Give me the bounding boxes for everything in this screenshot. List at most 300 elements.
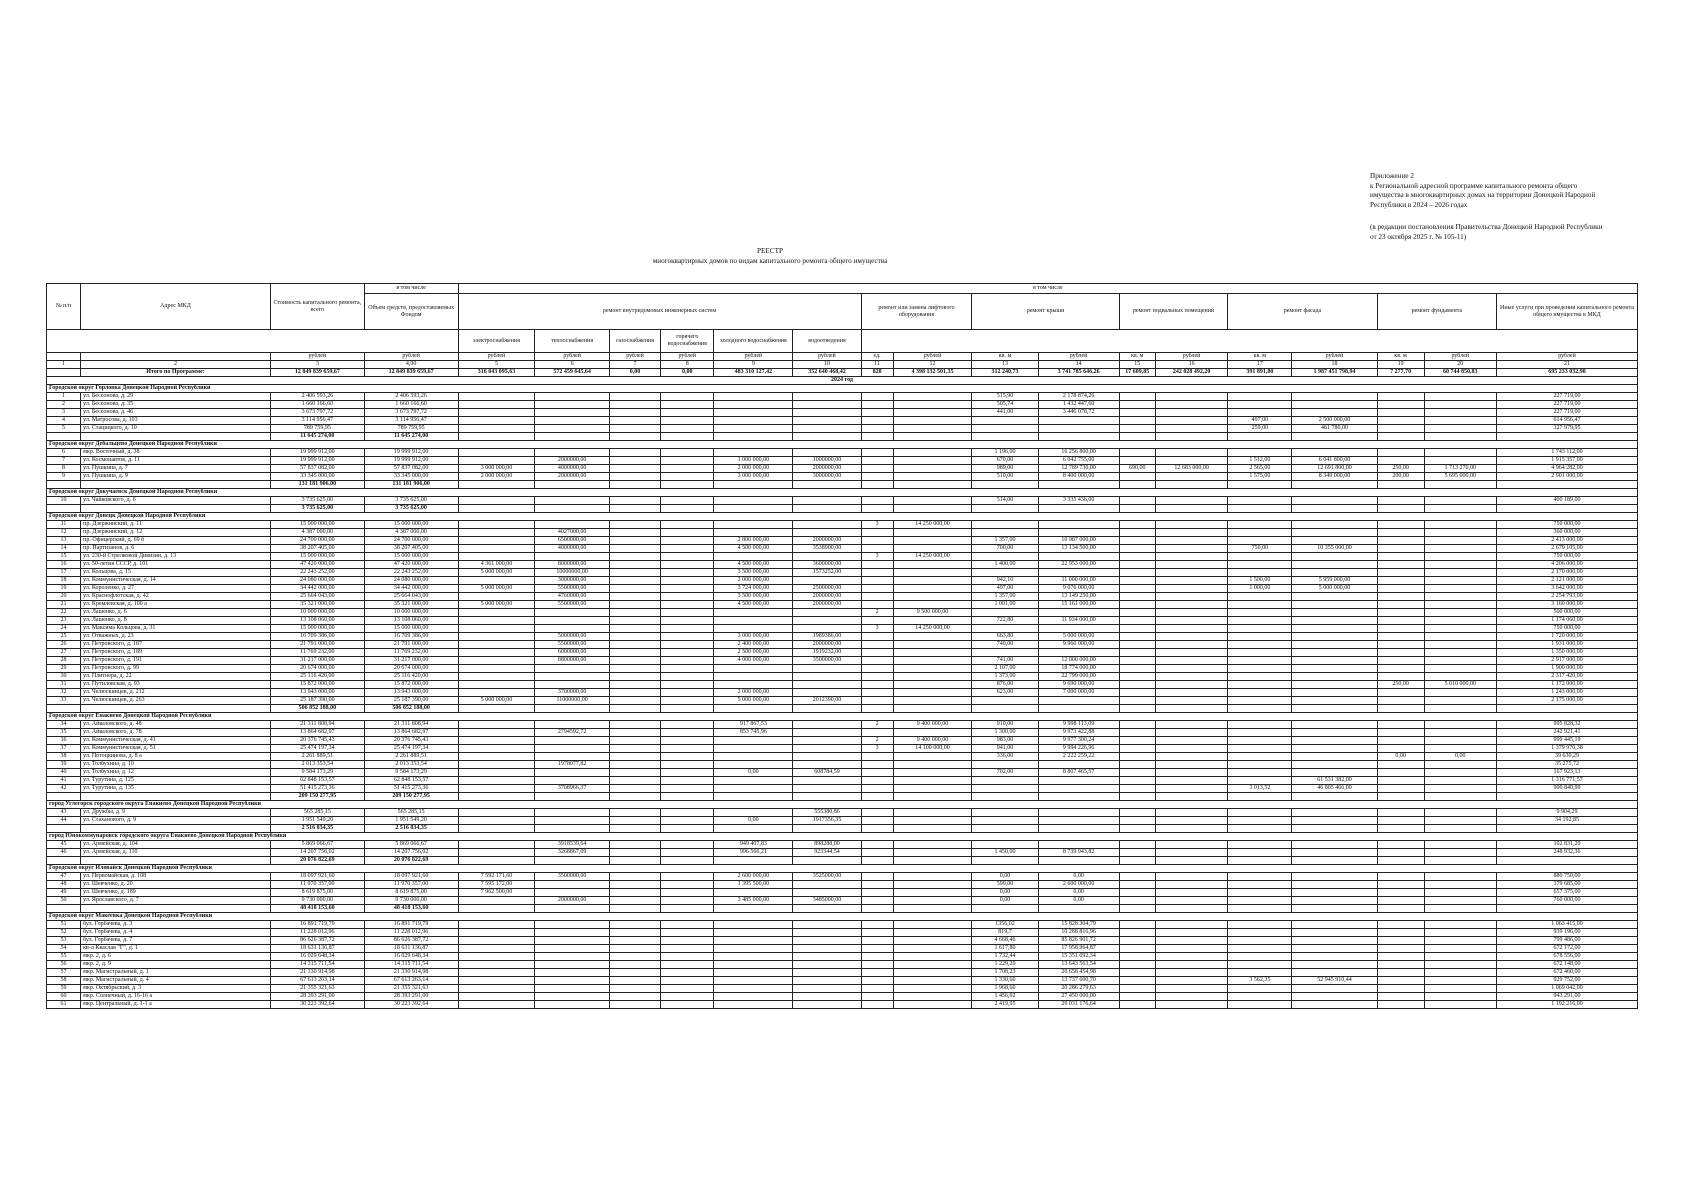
table-cell: 3918539,64 <box>535 841 610 849</box>
table-cell <box>661 425 714 433</box>
table-cell <box>609 929 660 937</box>
table-cell <box>714 609 793 617</box>
table-cell: 29 031 176,64 <box>1038 1001 1119 1009</box>
subtotal-cell: 20 076 822,69 <box>364 857 458 865</box>
subtotal-cell <box>1119 481 1155 489</box>
table-cell <box>1119 993 1155 1001</box>
subtotal-cell <box>1377 905 1424 913</box>
address-cell: ул. Петровского, д. 187 <box>81 641 271 649</box>
table-cell: 722,80 <box>972 617 1038 625</box>
table-cell <box>661 697 714 705</box>
table-cell <box>1292 745 1377 753</box>
table-cell: 16 891 719,79 <box>270 921 364 929</box>
table-cell: 1000000,00 <box>793 457 861 465</box>
table-cell <box>661 753 714 761</box>
table-cell: 1 174 060,00 <box>1497 617 1638 625</box>
table-cell <box>1377 777 1424 785</box>
subtotal-cell <box>1292 481 1377 489</box>
table-cell <box>661 889 714 897</box>
table-cell <box>1424 609 1497 617</box>
subtotal-cell: 11 645 274,00 <box>364 433 458 441</box>
table-cell <box>861 425 893 433</box>
table-cell: 18 <box>47 577 81 585</box>
subtotal-cell <box>1038 825 1119 833</box>
table-cell <box>861 633 893 641</box>
table-cell: 461 780,00 <box>1292 425 1377 433</box>
table-row <box>47 545 1638 553</box>
table-row <box>47 761 1638 769</box>
table-cell: 6 042 755,00 <box>1038 457 1119 465</box>
subtotal-cell <box>972 793 1038 801</box>
subtotal-cell <box>972 905 1038 913</box>
table-cell <box>893 585 972 593</box>
table-cell: 6000000,00 <box>535 649 610 657</box>
table-cell: 9 973 422,88 <box>1038 729 1119 737</box>
table-cell <box>661 393 714 401</box>
table-cell <box>1292 993 1377 1001</box>
subtotal-cell <box>661 793 714 801</box>
table-cell <box>1155 473 1228 481</box>
table-cell <box>972 529 1038 537</box>
table-cell <box>1228 937 1292 945</box>
table-cell: 2 <box>861 737 893 745</box>
table-cell <box>861 873 893 881</box>
table-cell <box>1228 929 1292 937</box>
table-cell <box>1292 969 1377 977</box>
table-cell: 15 161 000,00 <box>1038 601 1119 609</box>
table-row <box>47 937 1638 945</box>
table-cell <box>861 401 893 409</box>
table-cell: 13 134 500,00 <box>1038 545 1119 553</box>
table-cell <box>1119 665 1155 673</box>
table-cell: 1 000,00 <box>1228 585 1292 593</box>
table-cell <box>714 753 793 761</box>
subtotal-cell <box>1377 857 1424 865</box>
table-cell: 2 000 000,00 <box>714 577 793 585</box>
header-num: № п/п <box>47 284 81 330</box>
table-cell <box>861 953 893 961</box>
table-cell <box>1228 769 1292 777</box>
table-row <box>47 617 1638 625</box>
table-cell <box>861 569 893 577</box>
table-row <box>47 625 1638 633</box>
table-cell <box>1424 937 1497 945</box>
table-cell <box>893 937 972 945</box>
table-cell <box>535 721 610 729</box>
table-cell <box>793 721 861 729</box>
table-cell <box>661 841 714 849</box>
table-cell: 15 872 000,00 <box>270 681 364 689</box>
table-cell <box>458 409 535 417</box>
table-cell <box>1228 601 1292 609</box>
subtotal-cell <box>1292 793 1377 801</box>
subtotal-cell <box>861 433 893 441</box>
table-cell: 400 189,00 <box>1497 497 1638 505</box>
subtotal-cell <box>535 857 610 865</box>
column-number: 14 <box>1038 361 1119 369</box>
table-cell: 28 393 291,00 <box>364 993 458 1001</box>
table-cell: 21 <box>47 601 81 609</box>
table-cell: 67 613 263,14 <box>364 977 458 985</box>
table-cell <box>661 553 714 561</box>
address-cell: пр. Дзержинский, д. 11 <box>81 521 271 529</box>
table-cell <box>609 721 660 729</box>
subtotal-cell <box>1377 433 1424 441</box>
table-cell: 3 735 625,00 <box>364 497 458 505</box>
subtotal-cell <box>1497 793 1638 801</box>
table-cell <box>535 817 610 825</box>
table-cell: 20 376 745,43 <box>364 737 458 745</box>
table-cell: 12 789 730,00 <box>1038 465 1119 473</box>
table-cell <box>458 1001 535 1009</box>
table-cell <box>661 681 714 689</box>
table-cell: 2 254 793,00 <box>1497 593 1638 601</box>
table-cell <box>458 953 535 961</box>
table-cell <box>861 761 893 769</box>
table-cell <box>793 609 861 617</box>
header-cost: Стоимость капитального ремонта, всего <box>270 284 364 330</box>
table-cell: 5 000 000,00 <box>714 697 793 705</box>
subtotal-cell <box>81 793 271 801</box>
table-cell <box>893 873 972 881</box>
subtotal-cell <box>793 825 861 833</box>
table-cell: 2 121 000,00 <box>1497 577 1638 585</box>
table-cell: 5 000 000,00 <box>458 585 535 593</box>
table-cell <box>861 641 893 649</box>
group-row <box>47 385 1638 393</box>
table-cell <box>661 921 714 929</box>
table-cell <box>535 753 610 761</box>
table-cell: 1 300,00 <box>972 729 1038 737</box>
table-cell: 1 357,00 <box>972 537 1038 545</box>
subtotal-cell <box>535 505 610 513</box>
table-cell <box>861 841 893 849</box>
table-cell <box>1377 561 1424 569</box>
table-cell: 1 373,00 <box>972 673 1038 681</box>
table-cell <box>661 465 714 473</box>
table-cell <box>1377 809 1424 817</box>
table-cell: 1 063 415,00 <box>1497 921 1638 929</box>
table-cell <box>458 769 535 777</box>
table-cell: 29 <box>47 665 81 673</box>
table-cell <box>893 929 972 937</box>
table-cell <box>1228 529 1292 537</box>
table-cell <box>793 937 861 945</box>
table-cell <box>1228 849 1292 857</box>
table-cell: 21 330 914,98 <box>364 969 458 977</box>
table-cell: 2 406 593,26 <box>270 393 364 401</box>
table-cell <box>1292 593 1377 601</box>
table-cell <box>458 617 535 625</box>
table-cell <box>1377 553 1424 561</box>
table-cell <box>861 969 893 977</box>
table-cell <box>661 409 714 417</box>
table-cell <box>535 769 610 777</box>
table-cell <box>1292 841 1377 849</box>
subtotal-cell <box>861 705 893 713</box>
table-cell <box>609 545 660 553</box>
table-cell <box>1292 881 1377 889</box>
address-cell: ул. Первомайская, д. 108 <box>81 873 271 881</box>
total-cell <box>47 369 81 377</box>
table-cell: 1 713 270,00 <box>1424 465 1497 473</box>
subtotal-cell <box>1155 481 1228 489</box>
table-cell: 21 311 808,94 <box>364 721 458 729</box>
table-cell <box>861 561 893 569</box>
table-cell: 672 172,00 <box>1497 945 1638 953</box>
table-cell <box>1377 993 1424 1001</box>
table-cell <box>1119 593 1155 601</box>
table-cell: 2000000,00 <box>535 457 610 465</box>
table-cell: 5000000,00 <box>535 633 610 641</box>
table-cell <box>1155 521 1228 529</box>
address-cell: пр. Партизанов, д. 6 <box>81 545 271 553</box>
table-cell <box>609 537 660 545</box>
table-cell <box>661 457 714 465</box>
table-cell <box>1292 849 1377 857</box>
table-cell <box>1119 537 1155 545</box>
table-cell: 2 500 000,00 <box>714 649 793 657</box>
total-cell: 4 398 132 501,35 <box>893 369 972 377</box>
table-cell: 10 987 000,00 <box>1038 537 1119 545</box>
table-cell: 53 <box>47 937 81 945</box>
subtotal-cell <box>793 481 861 489</box>
table-cell: 623,00 <box>972 689 1038 697</box>
table-cell: 1 316 771,57 <box>1497 777 1638 785</box>
table-cell: 10 288 816,96 <box>1038 929 1119 937</box>
subtotal-cell <box>661 825 714 833</box>
table-cell <box>861 673 893 681</box>
table-cell <box>1119 809 1155 817</box>
table-cell <box>1292 945 1377 953</box>
table-row <box>47 673 1638 681</box>
table-cell: 943 291,00 <box>1497 993 1638 1001</box>
subtotal-cell <box>458 793 535 801</box>
subtotal-cell: 131 181 906,00 <box>364 481 458 489</box>
table-cell <box>1155 561 1228 569</box>
table-cell <box>661 785 714 793</box>
table-row <box>47 993 1638 1001</box>
table-cell <box>1119 697 1155 705</box>
table-cell <box>972 777 1038 785</box>
address-cell: ул. Матросова, д. 103 <box>81 417 271 425</box>
header-gas: газоснабжения <box>609 330 660 353</box>
table-cell: 983,00 <box>972 737 1038 745</box>
table-cell <box>1377 977 1424 985</box>
table-cell: 0,00 <box>1038 889 1119 897</box>
table-cell <box>535 673 610 681</box>
table-cell <box>1119 1001 1155 1009</box>
table-cell: 876,00 <box>972 681 1038 689</box>
table-cell <box>893 473 972 481</box>
table-cell: 7 595 172,00 <box>458 881 535 889</box>
unit-cell: ед. <box>861 353 893 361</box>
table-cell <box>609 617 660 625</box>
table-cell <box>861 657 893 665</box>
table-cell <box>1155 945 1228 953</box>
table-cell: 43 <box>47 809 81 817</box>
address-cell: ул. Кремлевская, д. 100 а <box>81 601 271 609</box>
table-cell: 14 <box>47 545 81 553</box>
table-cell <box>458 657 535 665</box>
subtotal-cell <box>972 705 1038 713</box>
table-row <box>47 609 1638 617</box>
table-cell <box>1377 417 1424 425</box>
table-cell: 26 <box>47 641 81 649</box>
table-cell <box>661 625 714 633</box>
table-cell <box>1292 929 1377 937</box>
table-cell <box>714 673 793 681</box>
table-cell <box>893 777 972 785</box>
table-cell: 25 <box>47 633 81 641</box>
table-cell <box>1377 537 1424 545</box>
table-cell: 1 001,00 <box>972 601 1038 609</box>
table-cell <box>972 569 1038 577</box>
table-cell <box>893 617 972 625</box>
subtotal-cell <box>609 505 660 513</box>
table-cell <box>1292 625 1377 633</box>
table-cell <box>793 577 861 585</box>
table-cell <box>972 841 1038 849</box>
column-number: 12 <box>893 361 972 369</box>
table-cell <box>1119 929 1155 937</box>
table-cell <box>1228 721 1292 729</box>
header-hot: горячего водоснабжения <box>661 330 714 353</box>
column-number: 4,00 <box>364 361 458 369</box>
column-number: 8 <box>661 361 714 369</box>
column-number: 3 <box>270 361 364 369</box>
table-cell: 2 679 105,00 <box>1497 545 1638 553</box>
subtotal-cell <box>861 505 893 513</box>
table-row <box>47 841 1638 849</box>
table-cell: 20 <box>47 593 81 601</box>
table-cell <box>661 777 714 785</box>
subtotal-cell <box>661 433 714 441</box>
table-cell <box>535 497 610 505</box>
table-cell <box>1377 953 1424 961</box>
table-cell <box>1377 889 1424 897</box>
table-cell <box>1119 617 1155 625</box>
table-cell <box>793 521 861 529</box>
subtotal-cell <box>609 793 660 801</box>
subtotal-cell <box>1155 825 1228 833</box>
table-cell: 2 317 420,00 <box>1497 673 1638 681</box>
table-cell <box>793 529 861 537</box>
table-cell: 5 010 000,00 <box>1424 681 1497 689</box>
table-cell <box>1228 985 1292 993</box>
table-cell: 900 840,99 <box>1497 785 1638 793</box>
table-cell: 0,00 <box>972 873 1038 881</box>
table-cell <box>1292 633 1377 641</box>
table-cell <box>609 985 660 993</box>
table-cell <box>1228 553 1292 561</box>
table-cell <box>714 761 793 769</box>
table-cell <box>893 633 972 641</box>
table-cell <box>609 449 660 457</box>
year-label: 2024 год <box>47 377 1638 385</box>
table-cell <box>609 601 660 609</box>
table-cell <box>714 665 793 673</box>
table-cell: 2 175 000,00 <box>1497 697 1638 705</box>
table-cell <box>609 961 660 969</box>
table-cell <box>535 881 610 889</box>
table-row <box>47 969 1638 977</box>
subtotal-cell <box>893 905 972 913</box>
table-cell <box>458 841 535 849</box>
table-cell <box>1377 897 1424 905</box>
table-cell: 19 999 912,00 <box>364 449 458 457</box>
unit-cell: рублей <box>458 353 535 361</box>
table-cell <box>458 961 535 969</box>
table-cell <box>861 937 893 945</box>
subtotal-cell <box>1292 857 1377 865</box>
table-cell: 2 419,95 <box>972 1001 1038 1009</box>
table-row <box>47 465 1638 473</box>
table-cell: 1 243 000,00 <box>1497 689 1638 697</box>
table-cell <box>535 993 610 1001</box>
table-row <box>47 593 1638 601</box>
table-cell: 2 261 889,51 <box>364 753 458 761</box>
table-cell: 6 <box>47 449 81 457</box>
table-cell: 35 321 000,00 <box>270 601 364 609</box>
table-cell <box>1119 553 1155 561</box>
subtotal-cell <box>1228 857 1292 865</box>
table-cell: 32 <box>47 689 81 697</box>
table-cell <box>1119 601 1155 609</box>
table-cell <box>458 609 535 617</box>
address-cell: ул. Шевченко, д. 20 <box>81 881 271 889</box>
table-row <box>47 457 1638 465</box>
table-cell: 1919232,00 <box>793 649 861 657</box>
table-cell: 750 000,00 <box>1497 553 1638 561</box>
table-cell <box>535 425 610 433</box>
table-cell <box>1377 961 1424 969</box>
table-cell <box>1424 665 1497 673</box>
table-cell <box>714 625 793 633</box>
subtotal-cell <box>1292 825 1377 833</box>
column-number: 5 <box>458 361 535 369</box>
header-lift: ремонт или замена лифтового оборудования <box>861 294 972 330</box>
table-cell <box>861 529 893 537</box>
address-cell: ул. Пушкина, д. 9 <box>81 473 271 481</box>
table-cell <box>893 849 972 857</box>
table-cell <box>661 969 714 977</box>
table-cell: 48 <box>47 881 81 889</box>
table-cell: 15 000 000,00 <box>364 553 458 561</box>
subtotal-cell <box>47 433 81 441</box>
table-cell: 16 <box>47 561 81 569</box>
unit-cell: рублей <box>1424 353 1497 361</box>
table-cell <box>1119 569 1155 577</box>
table-cell: 995 828,32 <box>1497 721 1638 729</box>
table-cell: 565 285,15 <box>364 809 458 817</box>
subtotal-cell <box>609 825 660 833</box>
table-cell: 11 228 012,96 <box>270 929 364 937</box>
table-cell <box>535 449 610 457</box>
table-cell: 4760000,00 <box>535 593 610 601</box>
subtotal-cell <box>609 433 660 441</box>
table-cell <box>1377 577 1424 585</box>
column-number: 1 <box>47 361 81 369</box>
table-cell <box>609 521 660 529</box>
table-cell <box>714 393 793 401</box>
table-cell <box>861 993 893 1001</box>
address-cell: бул. Горбачева, д. 7 <box>81 937 271 945</box>
table-cell <box>1228 777 1292 785</box>
table-cell: 60 <box>47 993 81 1001</box>
table-cell: 61 <box>47 1001 81 1009</box>
table-cell: 21 791 000,00 <box>270 641 364 649</box>
